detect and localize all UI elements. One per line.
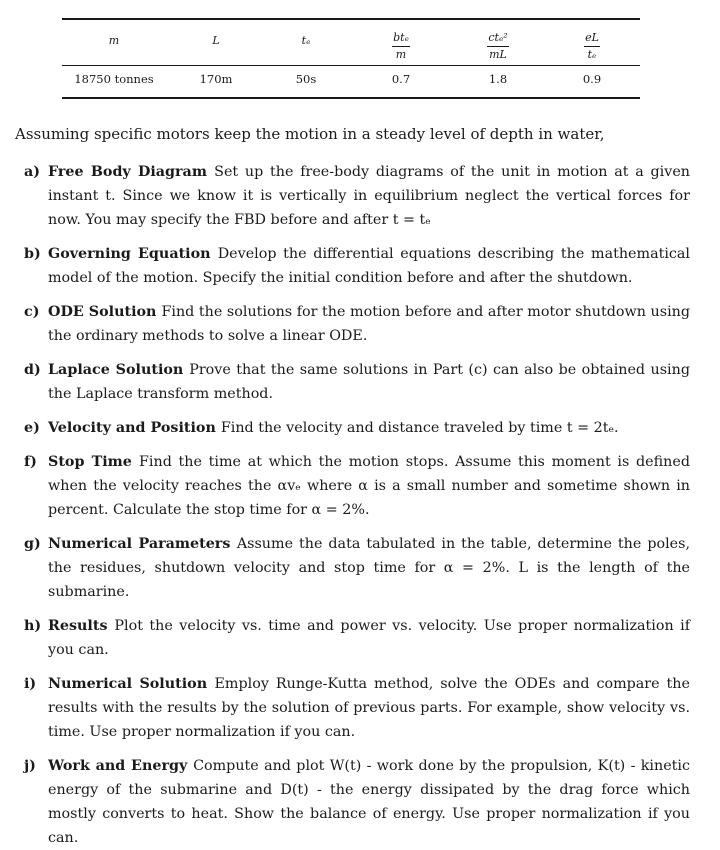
question-text: Develop the differential equations describing the mathematical model of the motion. Specify the initial condition before and after the shutdown. <box>48 246 691 286</box>
question-label: d) <box>24 362 41 378</box>
value-ratio-e: 0.9 <box>582 72 602 86</box>
header-ratio-e <box>542 31 642 61</box>
header-shutdown-time: tₑ <box>301 34 311 47</box>
header-ratio-b-numerator: btₑ <box>393 31 409 44</box>
question-item-g <box>24 532 690 604</box>
question-item-f <box>24 450 690 522</box>
question-label: c) <box>24 304 40 320</box>
header-ratio-c-numerator: ctₑ² <box>488 31 508 44</box>
question-title: Governing Equation <box>48 246 218 262</box>
question-list <box>24 160 690 850</box>
question-text: Find the solutions for the motion before and after motor shutdown using the ordinary methods to solve a linear ODE. <box>48 304 690 344</box>
question-item-h <box>24 614 690 662</box>
question-title: Laplace Solution <box>48 362 190 378</box>
table-mid-rule <box>62 65 640 66</box>
question-label: h) <box>24 618 42 634</box>
value-length: 170m <box>199 72 233 86</box>
value-ratio-c: 1.8 <box>488 72 508 86</box>
question-title: Numerical Solution <box>48 676 215 692</box>
question-title: Free Body Diagram <box>48 164 215 180</box>
header-ratio-b <box>351 31 451 61</box>
question-title: Numerical Parameters <box>48 536 237 552</box>
question-title: Stop Time <box>48 454 140 470</box>
question-item-a <box>24 160 690 232</box>
question-label: j) <box>24 758 36 774</box>
header-ratio-b-denominator: m <box>395 48 407 61</box>
question-item-d <box>24 358 690 406</box>
question-text: Compute and plot W(t) - work done by the propulsion, K(t) - kinetic energy of the submarine and D(t) - the energy dissipated by the drag force which mostly converts to heat. Show the balance of energy. Use proper normalization if you can. <box>48 758 690 846</box>
question-text: Prove that the same solutions in Part (c) can also be obtained using the Laplace transform method. <box>48 362 690 402</box>
header-ratio-e-numerator: eL <box>585 31 599 44</box>
question-item-j <box>24 754 690 850</box>
question-label: f) <box>24 454 37 470</box>
question-title: Work and Energy <box>48 758 194 774</box>
question-label: e) <box>24 420 40 436</box>
question-label: a) <box>24 164 41 180</box>
question-text: Set up the free-body diagrams of the unit in motion at a given instant t. Since we know it is vertically in equilibrium neglect the vertical forces for now. You may specify the FBD before and after t = tₑ <box>48 164 690 228</box>
header-ratio-c <box>448 31 548 61</box>
header-length: L <box>212 34 220 47</box>
table-bottom-rule <box>62 97 640 99</box>
header-ratio-e-denominator: tₑ <box>587 48 597 61</box>
value-mass: 18750 tonnes <box>74 72 154 86</box>
question-text: Assume the data tabulated in the table, determine the poles, the residues, shutdown velocity and stop time for α = 2%. L is the length of the submarine. <box>48 536 690 600</box>
question-label: g) <box>24 536 41 552</box>
intro-text: Assuming specific motors keep the motion in a steady level of depth in water, <box>15 125 605 143</box>
question-text: Find the velocity and distance traveled by time t = 2tₑ. <box>220 420 619 436</box>
question-item-e <box>24 416 690 440</box>
question-item-i <box>24 672 690 744</box>
question-label: b) <box>24 246 41 262</box>
question-text: Employ Runge-Kutta method, solve the ODEs and compare the results with the results by the solution of previous parts. For example, show velocity vs. time. Use proper normalization if you can. <box>48 676 690 740</box>
header-ratio-c-denominator: mL <box>489 48 507 61</box>
header-mass: m <box>108 34 120 47</box>
question-item-b <box>24 242 690 290</box>
value-shutdown-time: 50s <box>295 72 317 86</box>
question-text: Plot the velocity vs. time and power vs. velocity. Use proper normalization if you can. <box>48 618 691 658</box>
question-text: Find the time at which the motion stops. Assume this moment is defined when the velocity reaches the αvₑ where α is a small number and sometime shown in percent. Calculate the stop time for α = 2%. <box>48 454 690 518</box>
table-top-rule <box>62 18 640 20</box>
question-title: Velocity and Position <box>48 420 221 436</box>
question-title: ODE Solution <box>48 304 162 320</box>
question-label: i) <box>24 676 37 692</box>
question-item-c <box>24 300 690 348</box>
question-title: Results <box>48 618 115 634</box>
value-ratio-b: 0.7 <box>391 72 411 86</box>
